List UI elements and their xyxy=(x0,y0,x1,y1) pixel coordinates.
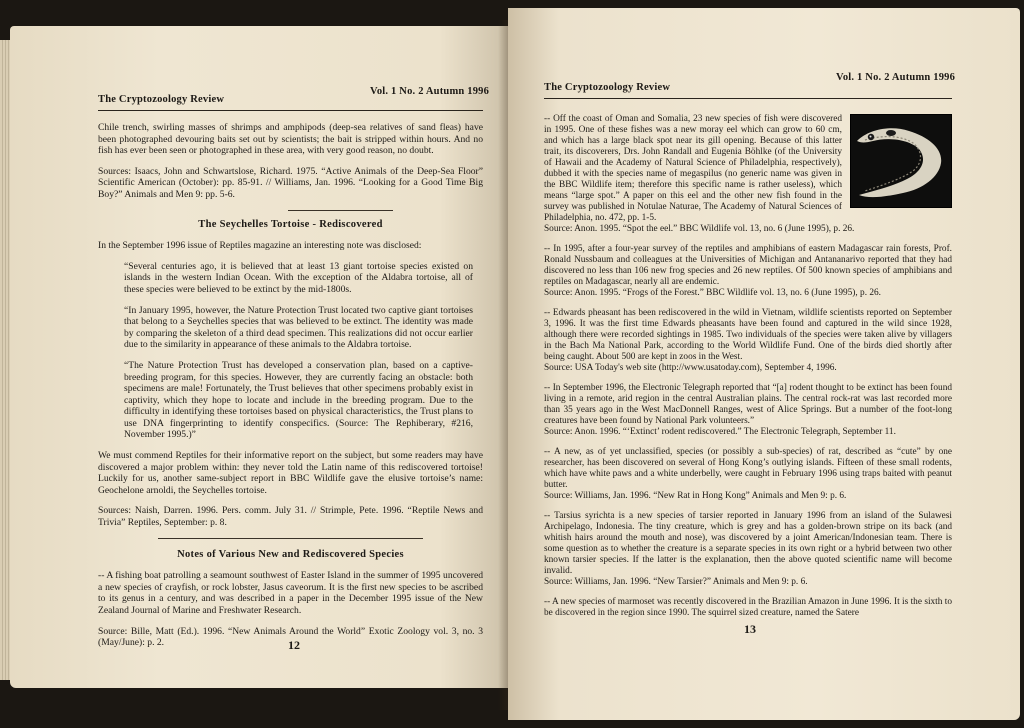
marmoset-item-text: -- A new species of marmoset was recently discovered in the Brazilian Amazon in June 1996. It is the sixth to be discovered in the region since 1990. The squirrel sized creature, named the Satere xyxy=(544,597,952,618)
tortoise-sources: Sources: Naish, Darren. 1996. Pers. comm. July 31. // Strimple, Pete. 1996. “Reptile News and Trivia” Reptiles, September: p. 8. xyxy=(98,505,483,529)
commentary-paragraph: We must commend Reptiles for their informative report on the subject, but some readers may have discovered a major problem within: they never told the Latin name of this rediscovered tortoise! Luckily for us, another same-subject report in BBC Wildlife gave the elusive tortoise’s name: Geochelone arnoldi, the Seychelles tortoise. xyxy=(98,450,483,496)
right-header-title: The Cryptozoology Review xyxy=(544,82,671,93)
eel-item xyxy=(544,114,952,235)
tarsier-item-source: Source: Williams, Jan. 1996. “New Tarsier?” Animals and Men 9: p. 6. xyxy=(544,577,808,587)
madagascar-item-source: Source: Anon. 1995. “Frogs of the Forest.” BBC Wildlife vol. 13, no. 6 (June 1995), p. 26. xyxy=(544,288,881,298)
quote-paragraph-2: “In January 1995, however, the Nature Protection Trust located two captive giant tortoises that belong to a Seychelles species that was believed to be extinct. The identity was made by comparing the skeleton of a third dead specimen. This realizations did not occur earlier due to the similarity in appearance of these animals to the Aldabra tortoise. xyxy=(124,304,473,351)
tarsier-item-text: -- Tarsius syrichta is a new species of tarsier reported in January 1996 from an island of the Sulawesi Archipelago, Indonesia. The tiny creature, which is grey and has a golden-brown stripe on its back (and whitish hairs around the mouth and nose), was discovered by a joint American/Indonesian team. There is some question as to whether the creature is a separate species in its own right or a hybrid between two other known tarsier species. If the latter is the explanation, then the above quoted scientific name will become invalid. xyxy=(544,511,952,576)
hong-kong-rat-item-text: -- A new, as of yet unclassified, species (or possibly a sub-species) of rat, described as “cute” by one researcher, has been discovered on several of Hong Kong’s outlying islands. Fifteen of these small rodents, which have white paws and a white underbelly, were caught in February 1996 using traps baited with peanut butter. xyxy=(544,447,952,490)
eel-item-source: Source: Anon. 1995. “Spot the eel.” BBC Wildlife vol. 13, no. 6 (June 1995), p. 26. xyxy=(544,224,855,234)
moray-eel-photo xyxy=(850,114,952,208)
rock-rat-item xyxy=(544,383,952,438)
rock-rat-item-text: -- In September 1996, the Electronic Telegraph reported that “[a] rodent thought to be extinct has been found living in a remote, arid region in the central Australian plains. The central rock-rat was last recorded more than 35 years ago in the West MacDonnell Ranges, west of Alice Springs. But a number of the foot-long creatures have been found by National Park volunteers.” xyxy=(544,383,952,426)
pheasant-item xyxy=(544,308,952,374)
page-number-left: 12 xyxy=(288,638,300,652)
section-intro: In the September 1996 issue of Reptiles magazine an interesting note was disclosed: xyxy=(98,240,422,252)
crayfish-paragraph: -- A fishing boat patrolling a seamount southwest of Easter Island in the summer of 1995 uncovered a new species of crayfish, or rock lobster, Jasus caveorum. It is the first new species to be ascribed to its genus in a century, and was described in a paper in the December 1995 issue of the New Zealand Journal of Marine and Freshwater Research. xyxy=(98,570,483,616)
madagascar-item xyxy=(544,244,952,299)
rock-rat-item-source: Source: Anon. 1996. “‘Extinct’ rodent rediscovered.” The Electronic Telegraph, September 11. xyxy=(544,427,896,437)
right-content xyxy=(544,114,952,628)
quote-paragraph-3: “The Nature Protection Trust has developed a conservation plan, based on a captive-breeding program, for this species. However, they are currently facing an obstacle: both specimens are male! Fortunately, the Trust believes that other specimens probably exist in captivity, which they hope to locate and include in the breeding program. Due to the difficulty in identifying these tortoises based on physical characteristics, the Trust plans to use DNA fingerprinting to identify conspecifics. (Source: The Rephiberary, #216, November 1995.)” xyxy=(124,359,473,441)
pheasant-item-text: -- Edwards pheasant has been rediscovered in the wild in Vietnam, wildlife scientists reported on September 3, 1996. It was the first time Edwards pheasants have been found and captured in the wild since 1928, although there were recorded sightings in 1985. Two individuals of the species were taken alive by villagers in the Bach Ma National Park, according to the World Wildlife Fund. One of the birds died shortly after being caught. About 500 are kept in zoos in the West. xyxy=(544,308,952,362)
right-header-issue: Vol. 1 No. 2 Autumn 1996 xyxy=(836,72,956,83)
section-title-seychelles: The Seychelles Tortoise - Rediscovered xyxy=(198,218,383,230)
left-header-issue: Vol. 1 No. 2 Autumn 1996 xyxy=(370,86,490,97)
left-page xyxy=(10,26,515,688)
crayfish-sources: Source: Bille, Matt (Ed.). 1996. “New Animals Around the World” Exotic Zoology vol. 3, no. 3 (May/June): p. 2. xyxy=(98,625,483,649)
section-divider xyxy=(288,210,393,211)
tarsier-item xyxy=(544,511,952,588)
right-header-rule xyxy=(544,98,952,99)
section-divider-2 xyxy=(158,538,423,539)
eel-item-text: -- Off the coast of Oman and Somalia, 23 new species of fish were discovered in 1995. One of these fishes was a new moray eel which can grow to 60 cm, and which has a large black spot near its gill opening. Because of this latter trait, its discoverers, Drs. John Randall and Eugenia Böhlke (of the University of Hawaii and the Academy of Natural Science of Philadelphia, respectively), dubbed it with the species name of megaspilus (no generic name was given in the BBC Wildlife item; therefore this specific name is rather useless), which means “large spot.” A paper on this eel and the other new fish found in the survey was published in Notulae Naturae, The Academy of Natural Sciences of Philadelphia, no. 472, pp. 1-5. xyxy=(544,114,842,223)
continued-sources: Sources: Isaacs, John and Schwartslose, Richard. 1975. “Active Animals of the Deep-Sea Floor” Scientific American (October): pp. 85-91. // Williams, Jan. 1996. “Looking for a Good Time Big Boy?” Animals and Men 9: pp. 5-6. xyxy=(98,165,483,200)
left-header-title: The Cryptozoology Review xyxy=(98,94,225,105)
eel-illustration xyxy=(851,115,951,207)
madagascar-item-text: -- In 1995, after a four-year survey of the reptiles and amphibians of eastern Madagascar rain forests, Prof. Ronald Nussbaum and colleagues at the Universities of Michigan and Antananarivo reported that they had discovered no less than 106 new frog species and 26 new reptiles. Of 500 known species of amphibians and reptiles on Madagascar, nearly all are endemic. xyxy=(544,244,952,287)
section-title-notes: Notes of Various New and Rediscovered Species xyxy=(177,548,404,560)
left-header-rule xyxy=(98,110,483,111)
marmoset-item xyxy=(544,597,952,619)
hong-kong-rat-item xyxy=(544,447,952,502)
quote-paragraph-1: “Several centuries ago, it is believed that at least 13 giant tortoise species existed on islands in the western Indian Ocean. With the exception of the Aldabra tortoise, all of these species were believed to be extinct by the mid-1800s. xyxy=(124,260,473,295)
right-page xyxy=(508,8,1020,720)
left-content xyxy=(98,122,483,658)
hong-kong-rat-item-source: Source: Williams, Jan. 1996. “New Rat in Hong Kong” Animals and Men 9: p. 6. xyxy=(544,491,847,501)
continued-paragraph: Chile trench, swirling masses of shrimps and amphipods (deep-sea relatives of sand fleas) have been photographed devouring baits set out by scientists; the bait is stripped within hours. And no fish has ever been seen or photographed in these area, with very good reason, no doubt. xyxy=(98,122,483,157)
pheasant-item-source: Source: USA Today's web site (http://www.usatoday.com), September 4, 1996. xyxy=(544,363,837,373)
page-number-right: 13 xyxy=(744,622,756,636)
